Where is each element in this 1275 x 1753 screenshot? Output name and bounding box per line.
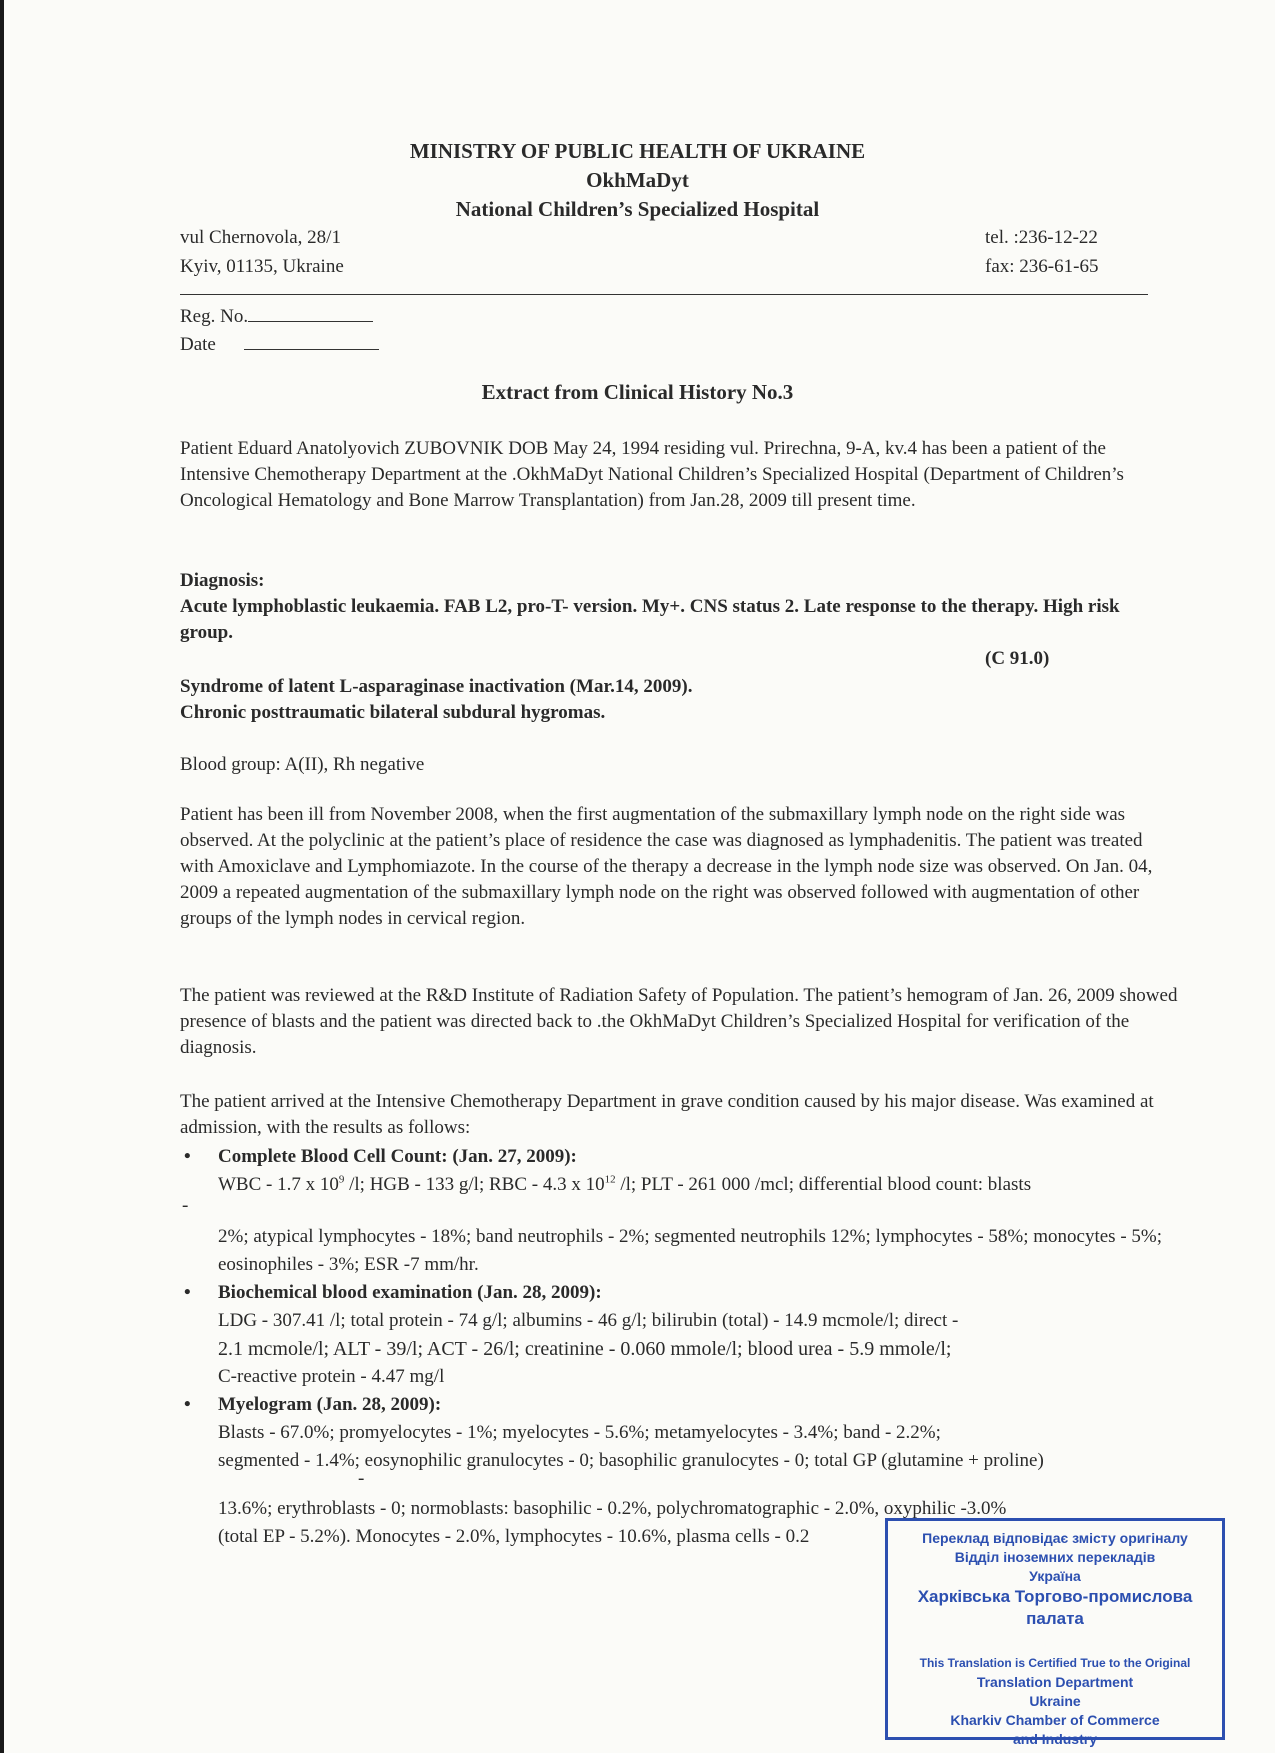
- registration-block: [180, 303, 379, 359]
- stamp-english-text: [888, 1630, 1222, 1749]
- diagnosis-syndrome: Syndrome of latent L-asparaginase inactivation (Mar.14, 2009).: [180, 676, 693, 697]
- cbc-line-1: WBC - 1.7 x $10^9$ /l; HGB - 133 g/l; RBC - 4.3 x $10^{12}$ /l; PLT - 261 000 /mcl; differential blood count: blasts: [218, 1173, 1032, 1195]
- biochem-line-3: C-reactive protein - 4.47 mg/l: [218, 1366, 445, 1387]
- myelogram-dash: -: [358, 1468, 365, 1489]
- page-edge: [0, 0, 4, 1753]
- street-address: vul Chernovola, 28/1: [180, 227, 341, 248]
- biochem-section: [180, 1279, 1210, 1391]
- hospital-name: National Children’s Specialized Hospital: [455, 197, 820, 221]
- stamp-ua-line-1: Переклад відповідає змісту оригіналу: [922, 1530, 1188, 1546]
- reg-no-blank: [248, 303, 373, 322]
- address-block: [180, 223, 344, 281]
- biochem-line-1: LDG - 307.41 /l; total protein - 74 g/l; albumins - 46 g/l; bilirubin (total) - 14.9 mcmole/l; direct -: [218, 1310, 959, 1331]
- stamp-ua-line-4: Харківська Торгово-промислова: [917, 1587, 1193, 1606]
- stamp-ua-line-3: Україна: [1029, 1568, 1081, 1584]
- myelogram-line-3: 13.6%; erythroblasts - 0; normoblasts: basophilic - 0.2%, polychromatographic - 2.0%, oxyphilic -3.0%: [218, 1498, 1007, 1519]
- diagnosis-code: (C 91.0): [985, 648, 1050, 669]
- contact-block: [985, 223, 1098, 281]
- ministry-name: MINISTRY OF PUBLIC HEALTH OF UKRAINE: [409, 139, 866, 163]
- date-blank: [244, 331, 379, 350]
- biochem-line-2: 2.1 mcmole/l; ALT - 39/l; ACT - 26/l; creatinine - 0.060 mmole/l; blood urea - 5.9 mmole/l;: [218, 1338, 952, 1360]
- document-header: [0, 137, 1275, 224]
- reg-no-label: Reg. No.: [180, 306, 249, 327]
- history-paragraph-3: The patient arrived at the Intensive Chemotherapy Department in grave condition caused by his major disease. Was examined at admission, with the results as follows:: [180, 1091, 1154, 1138]
- document-title: Extract from Clinical History No.3: [481, 380, 794, 404]
- intro-paragraph: Patient Eduard Anatolyovich ZUBOVNIK DOB May 24, 1994 residing vul. Prirechna, 9-A, kv.4 has been a patient of the Intensive Chemotherapy Department at the .OkhMaDyt National Children’s Specialized Hospital (Department of Children’s Oncological Hematology and Bone Marrow Transplantation) from Jan.28, 2009 till present time.: [180, 438, 1124, 511]
- diagnosis-main: Acute lymphoblastic leukaemia. FAB L2, pro-T- version. My+. CNS status 2. Late response to the therapy. High risk group.: [180, 596, 1120, 643]
- history-paragraph-1: Patient has been ill from November 2008, when the first augmentation of the submaxillary lymph node on the right side was observed. At the polyclinic at the patient’s place of residence the case was diagnosed as lymphadenitis. The patient was treated with Amoxiclave and Lymphomiazote. In the course of the therapy a decrease in the lymph node size was observed. On Jan. 04, 2009 a repeated augmentation of the submaxillary lymph node on the right was observed followed with augmentation of other groups of the lymph nodes in cervical region.: [180, 804, 1153, 929]
- certification-stamp: [885, 1518, 1225, 1747]
- stamp-ua-line-2: Відділ іноземних перекладів: [954, 1549, 1156, 1565]
- biochem-heading: • Biochemical blood examination (Jan. 28, 2009):: [180, 1279, 1210, 1307]
- cbc-continuation: [180, 1223, 1210, 1279]
- myelogram-line-4: (total EP - 5.2%). Monocytes - 2.0%, lymphocytes - 10.6%, plasma cells - 0.2: [218, 1526, 810, 1547]
- blood-group: Blood group: A(II), Rh negative: [180, 754, 425, 775]
- hospital-short-name: OkhMaDyt: [586, 168, 689, 192]
- stamp-en-line-3: Ukraine: [1029, 1693, 1081, 1709]
- fax: fax: 236-61-65: [985, 256, 1099, 277]
- myelogram-section: [180, 1391, 1210, 1475]
- myelogram-heading: • Myelogram (Jan. 28, 2009):: [180, 1391, 1210, 1419]
- diagnosis-label: Diagnosis:: [180, 570, 265, 591]
- diagnosis-chronic: Chronic posttraumatic bilateral subdural hygromas.: [180, 702, 606, 723]
- myelogram-line-2: segmented - 1.4%; eosynophilic granulocytes - 0; basophilic granulocytes - 0; total GP (glutamine + proline): [218, 1450, 1044, 1471]
- cbc-section: [180, 1143, 1210, 1199]
- date-label: Date: [180, 334, 216, 355]
- cbc-heading: • Complete Blood Cell Count: (Jan. 27, 2009):: [180, 1143, 1210, 1171]
- city-address: Kyiv, 01135, Ukraine: [180, 256, 344, 277]
- telephone: tel. :236-12-22: [985, 227, 1098, 248]
- stamp-en-line-4: Kharkiv Chamber of Commerce: [950, 1712, 1160, 1728]
- cbc-dash: -: [182, 1195, 189, 1216]
- history-paragraph-2: The patient was reviewed at the R&D Institute of Radiation Safety of Population. The patient’s hemogram of Jan. 26, 2009 showed presence of blasts and the patient was directed back to .the OkhMaDyt Children’s Specialized Hospital for verification of the diagnosis.: [180, 985, 1178, 1058]
- stamp-en-line-2: Translation Department: [976, 1674, 1134, 1690]
- header-divider: [180, 294, 1148, 295]
- myelogram-line-1: Blasts - 67.0%; promyelocytes - 1%; myelocytes - 5.6%; metamyelocytes - 3.4%; band - 2.2%;: [218, 1422, 941, 1443]
- stamp-ua-line-5: палата: [1026, 1609, 1084, 1628]
- cbc-line-2: 2%; atypical lymphocytes - 18%; band neutrophils - 2%; segmented neutrophils 12%; lymphocytes - 58%; monocytes - 5%; eosinophiles - 3%; ESR -7 mm/hr.: [218, 1226, 1163, 1275]
- stamp-ukrainian-text: [888, 1521, 1222, 1630]
- stamp-en-line-5: and Industry: [1012, 1731, 1097, 1747]
- stamp-en-line-1: This Translation is Certified True to the Original: [919, 1656, 1191, 1670]
